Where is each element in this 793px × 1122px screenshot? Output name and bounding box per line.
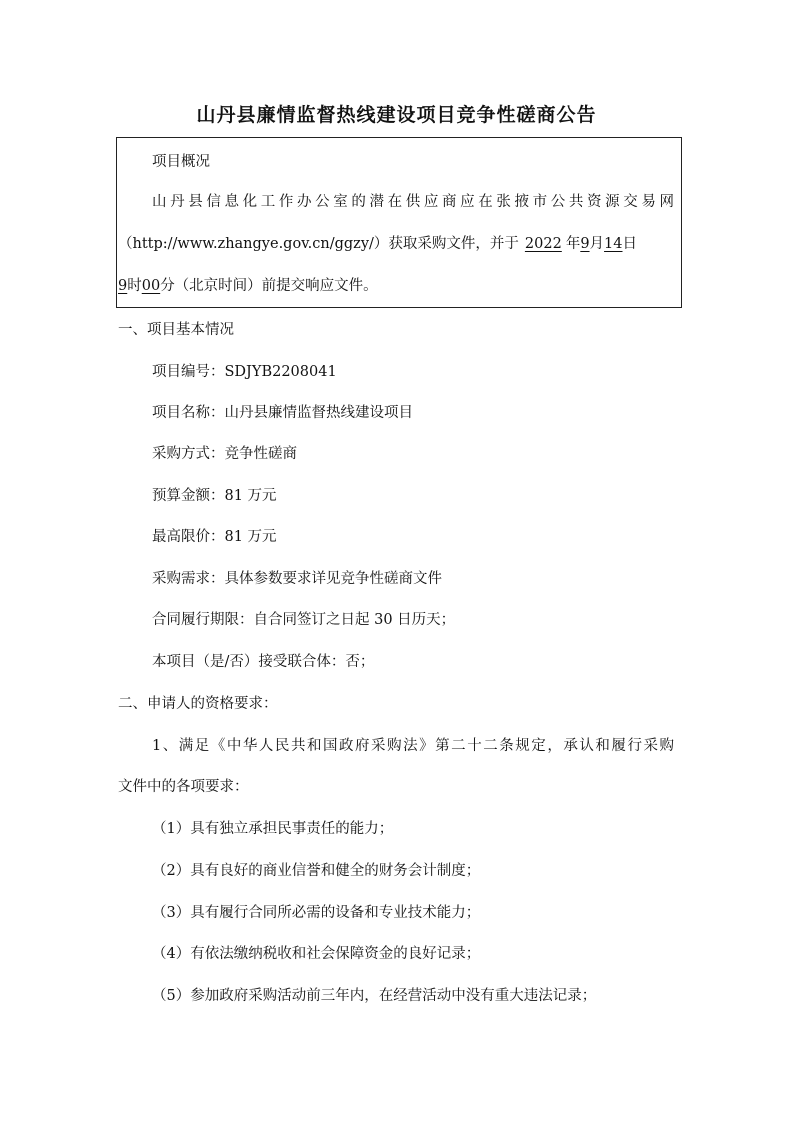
- deadline-year-unit: 年: [565, 236, 581, 252]
- requirement-1-line-1: 1、满足《中华人民共和国政府采购法》第二十二条规定，承认和履行采购: [152, 738, 674, 754]
- section-1-heading: 一、项目基本情况: [118, 322, 234, 338]
- procurement-method: 采购方式：竞争性磋商: [152, 446, 297, 462]
- overview-line-2: [118, 234, 637, 254]
- requirement-item: （1）具有独立承担民事责任的能力；: [152, 821, 394, 837]
- contract-period: 合同履行期限：自合同签订之日起 30 日历天；: [152, 612, 456, 628]
- overview-line-1: 山丹县信息化工作办公室的潜在供应商应在张掖市公共资源交易网: [152, 194, 674, 210]
- budget-amount: 预算金额：81 万元: [152, 488, 277, 504]
- requirement-item: （5）参加政府采购活动前三年内，在经营活动中没有重大违法记录；: [152, 988, 597, 1004]
- deadline-hour: 9: [118, 278, 128, 294]
- project-name: 项目名称：山丹县廉情监督热线建设项目: [152, 405, 413, 421]
- document-title: 山丹县廉情监督热线建设项目竞争性磋商公告: [196, 104, 597, 126]
- section-2-heading: 二、申请人的资格要求：: [118, 696, 278, 712]
- consortium-acceptance: 本项目（是/否）接受联合体：否；: [152, 654, 375, 670]
- deadline-month-unit: 月: [589, 236, 605, 252]
- overview-line-3: [118, 276, 378, 296]
- deadline-hour-unit: 时: [127, 278, 142, 294]
- overview-line-2-text: （http://www.zhangye.gov.cn/ggzy/）获取采购文件，并于: [118, 236, 519, 252]
- deadline-minute: 00: [141, 278, 161, 294]
- overview-heading: 项目概况: [152, 154, 210, 170]
- max-price: 最高限价：81 万元: [152, 529, 277, 545]
- deadline-day: 14: [604, 236, 623, 252]
- deadline-day-unit: 日: [622, 236, 637, 252]
- procurement-requirement: 采购需求：具体参数要求详见竞争性磋商文件: [152, 571, 442, 587]
- requirement-item: （3）具有履行合同所必需的设备和专业技术能力；: [152, 905, 481, 921]
- deadline-year: 2022: [524, 236, 562, 252]
- deadline-month: 9: [580, 236, 590, 252]
- overview-line-3-text: 分（北京时间）前提交响应文件。: [160, 278, 378, 294]
- requirement-item: （2）具有良好的商业信誉和健全的财务会计制度；: [152, 863, 481, 879]
- requirement-item: （4）有依法缴纳税收和社会保障资金的良好记录；: [152, 946, 481, 962]
- requirement-1-line-2: 文件中的各项要求：: [118, 779, 249, 795]
- project-number: 项目编号：SDJYB2208041: [152, 364, 337, 380]
